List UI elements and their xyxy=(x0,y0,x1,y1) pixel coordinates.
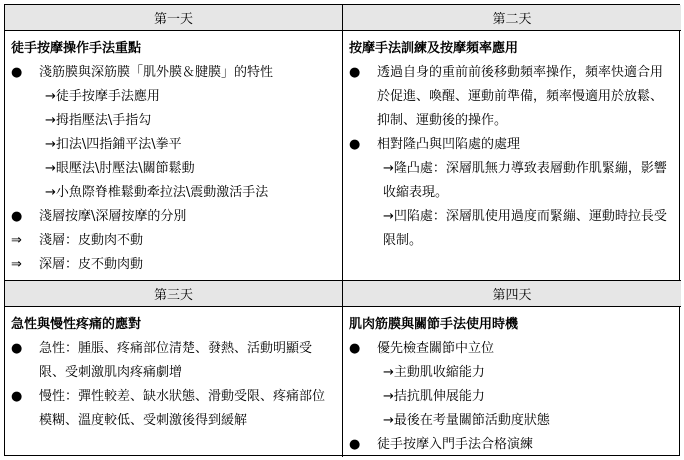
bullet-icon: ● xyxy=(11,389,23,404)
day4-header: 第四天 xyxy=(343,281,681,307)
day2-cell xyxy=(343,31,681,281)
bullet-icon: ● xyxy=(349,137,361,152)
bullet-icon: ● xyxy=(11,209,23,224)
day4-sub-1: →主動肌收縮能力 xyxy=(383,365,485,380)
day1-cell xyxy=(5,31,343,281)
day1-sub-3: →扣法\四指鋪平法\拳平 xyxy=(45,137,182,152)
day1-bullet1: ● 淺筋膜與深筋膜「肌外膜＆腱膜」的特性 xyxy=(11,61,336,85)
day2-sub-1: →隆凸處：深層肌無力導致表層動作肌緊繃，影響收縮表現。 xyxy=(383,161,667,200)
day2-bullet2: ● 相對隆凸與凹陷處的處理 xyxy=(349,133,675,157)
day1-sub-5: →小魚際脊椎鬆動牽拉法\震動激活手法 xyxy=(45,185,269,200)
day3-bullet1: ● 急性：腫脹、疼痛部位清楚、發熱、活動明顯受限、受刺激肌肉疼痛劇增 xyxy=(11,337,336,385)
day2-sub-2: →凹陷處：深層肌使用過度而緊繃、運動時拉長受限制。 xyxy=(383,209,667,248)
day1-arrow2: ⇒ 深層：皮不動肉動 xyxy=(11,253,336,277)
day3-cell xyxy=(5,307,343,457)
day4-sub-3: →最後在考量關節活動度狀態 xyxy=(383,413,550,428)
day1-bullet2: ● 淺層按摩\深層按摩的分別 xyxy=(11,205,336,229)
day2-header: 第二天 xyxy=(343,5,681,31)
day4-sub-2: →拮抗肌伸展能力 xyxy=(383,389,485,404)
bullet-icon: ● xyxy=(11,65,23,80)
day1-sub-4: →眼壓法\肘壓法\關節鬆動 xyxy=(45,161,195,176)
day1-arrow1: ⇒ 淺層：皮動肉不動 xyxy=(11,229,336,253)
day3-header: 第三天 xyxy=(5,281,343,307)
course-schedule-table xyxy=(4,4,680,456)
day4-bullet1: ● 優先檢查關節中立位 xyxy=(349,337,675,361)
day1-sub-2: →拇指壓法\手指勾 xyxy=(45,113,152,128)
bullet-icon: ● xyxy=(349,341,361,356)
day2-bullet1: ● 透過自身的重前前後移動頻率操作，頻率快適合用於促進、喚醒、運動前準備，頻率慢適用於放鬆、抑制、運動後的操作。 xyxy=(349,61,675,133)
bullet-icon: ● xyxy=(349,65,361,80)
double-arrow-icon: ⇒ xyxy=(11,233,22,248)
day3-bullet2: ● 慢性：彈性較差、缺水狀態、滑動受限、疼痛部位模糊、溫度較低、受刺激後得到緩解 xyxy=(11,385,336,433)
day2-title: 按摩手法訓練及按摩頻率應用 xyxy=(349,41,519,56)
day1-title: 徒手按摩操作手法重點 xyxy=(11,41,142,56)
bullet-icon: ● xyxy=(349,437,361,452)
day4-bullet2: ● 徒手按摩入門手法合格演練 xyxy=(349,433,675,457)
bullet-icon: ● xyxy=(11,341,23,356)
day1-sub-1: →徒手按摩手法應用 xyxy=(45,89,160,104)
day4-cell xyxy=(343,307,681,457)
day1-header: 第一天 xyxy=(5,5,343,31)
day3-title: 急性與慢性疼痛的應對 xyxy=(11,317,142,332)
day4-title: 肌肉筋膜與關節手法使用時機 xyxy=(349,317,519,332)
double-arrow-icon: ⇒ xyxy=(11,257,22,272)
